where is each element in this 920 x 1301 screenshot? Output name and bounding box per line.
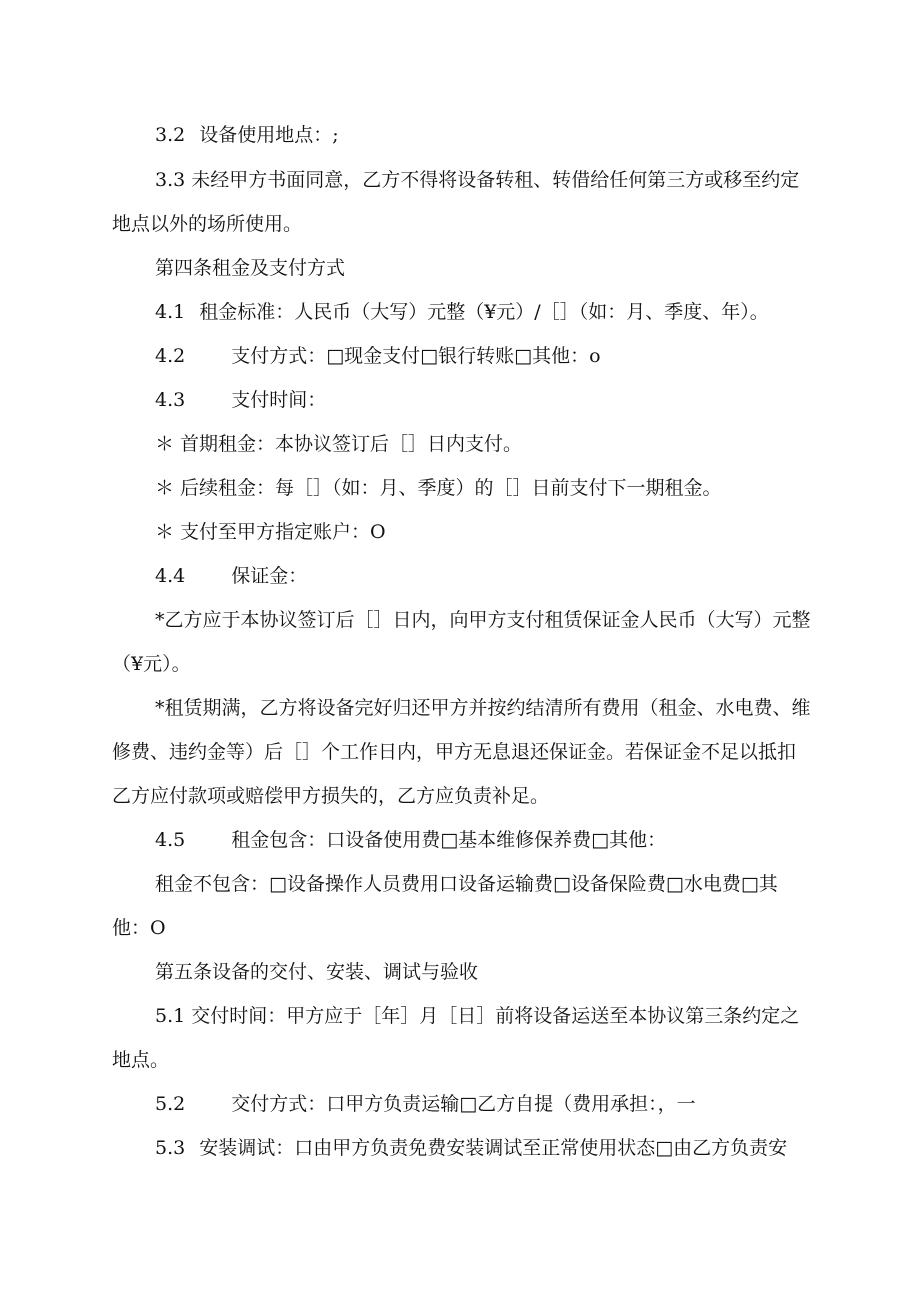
article-5-heading: 第五条设备的交付、安装、调试与验收 — [155, 961, 479, 983]
clause-number: 5.2 — [155, 1093, 186, 1115]
clause-number: 4.1 — [155, 301, 186, 323]
clause-3-3: 3.3 未经甲方书面同意，乙方不得将设备转租、转借给任何第三方或移至约定地点以外的场所使用。 — [112, 169, 800, 235]
clause-text: 设备使用地点：; — [199, 124, 339, 146]
clause-number: 4.5 — [155, 829, 186, 851]
clause-5-2 — [155, 1082, 855, 1126]
clause-number: 4.4 — [155, 565, 186, 587]
clause-number: 3.2 — [155, 124, 186, 146]
clause-number: 4.3 — [155, 389, 186, 411]
clause-3-2 — [155, 113, 855, 157]
clause-text: 支付时间： — [231, 389, 327, 411]
clause-4-1 — [155, 290, 855, 334]
clause-4-4 — [155, 554, 855, 598]
clause-number: 5.3 — [155, 1137, 186, 1159]
clause-5-1: 5.1 交付时间：甲方应于［年］月［日］前将设备运送至本协议第三条约定之地点。 — [112, 1005, 800, 1071]
bullet-subsequent-rent: ＊ 后续租金：每［］（如：月、季度）的［］日前支付下一期租金。 — [155, 477, 722, 499]
bullet-first-rent: ＊ 首期租金：本协议签订后［］日内支付。 — [155, 433, 523, 455]
clause-4-3 — [155, 378, 855, 422]
clause-text: 租金包含：口设备使用费□基本维修保养费□其他： — [231, 829, 667, 851]
clause-text: 支付方式：□现金支付□银行转账□其他：o — [231, 345, 601, 367]
clause-4-2 — [155, 334, 855, 378]
bullet-payment-account: ＊ 支付至甲方指定账户：O — [155, 521, 386, 543]
clause-text: 安装调试：口由甲方负责免费安装调试至正常使用状态□由乙方负责安 — [199, 1137, 788, 1159]
clause-text: 保证金： — [231, 565, 308, 587]
clause-5-3 — [155, 1126, 855, 1170]
clause-text: 交付方式：口甲方负责运输□乙方自提（费用承担：，一 — [231, 1093, 696, 1115]
clause-4-5 — [155, 818, 855, 862]
deposit-paragraph-1: *乙方应于本协议签订后［］日内，向甲方支付租赁保证金人民币（大写）元整（¥元）。 — [112, 609, 811, 675]
deposit-paragraph-2: *租赁期满，乙方将设备完好归还甲方并按约结清所有费用（租金、水电费、维修费、违约金等）后［］个工作日内，甲方无息退还保证金。若保证金不足以抵扣乙方应付款项或赔偿甲方损失的，乙方应负责补足。 — [112, 697, 811, 807]
clause-text: 租金标准：人民币（大写）元整（¥元）/［］（如：月、季度、年）。 — [199, 301, 769, 323]
article-4-heading: 第四条租金及支付方式 — [155, 257, 346, 279]
rent-exclusions: 租金不包含：□设备操作人员费用口设备运输费□设备保险费□水电费□其他：O — [112, 873, 778, 939]
clause-number: 4.2 — [155, 345, 186, 367]
